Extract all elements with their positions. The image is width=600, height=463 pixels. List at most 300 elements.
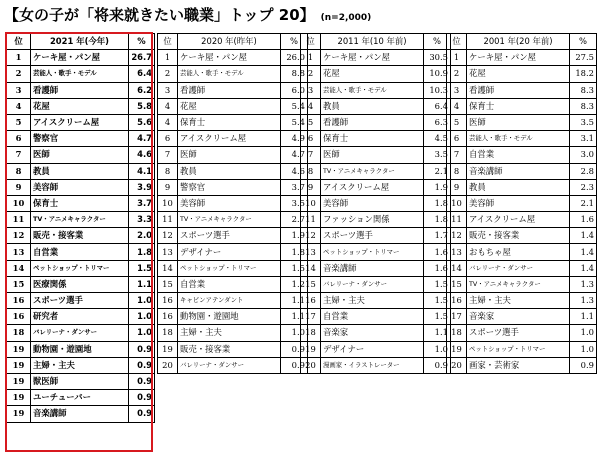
- table-row: [301, 114, 451, 130]
- rank-cell: 12: [158, 228, 178, 244]
- rank-cell: 19: [7, 373, 31, 389]
- year-header: 2011 年(10 年前): [321, 34, 424, 50]
- rank-header: 位: [158, 34, 178, 50]
- rank-cell: 2: [447, 66, 467, 82]
- rank-cell: 16: [7, 309, 31, 325]
- occupation-cell: 看護師: [178, 82, 281, 98]
- occupation-cell: 販売・接客業: [467, 228, 570, 244]
- table-row: [158, 341, 308, 357]
- table-row: [301, 244, 451, 260]
- percent-cell: 1.5: [424, 309, 451, 325]
- rank-cell: 8: [447, 163, 467, 179]
- table-row: [158, 66, 308, 82]
- rank-header: 位: [7, 34, 31, 50]
- table-row: [158, 163, 308, 179]
- table-row: [301, 163, 451, 179]
- occupation-cell: 看護師: [467, 82, 570, 98]
- table-row: [158, 82, 308, 98]
- percent-cell: 1.1: [424, 325, 451, 341]
- percent-cell: 1.0: [129, 309, 155, 325]
- rank-cell: 9: [158, 179, 178, 195]
- table-row: [301, 293, 451, 309]
- rank-cell: 9: [447, 179, 467, 195]
- table-row: [301, 357, 451, 373]
- percent-cell: 1.5: [424, 276, 451, 292]
- percent-cell: 1.9: [281, 228, 308, 244]
- occupation-cell: ペットショップ・トリマー: [467, 341, 570, 357]
- occupation-cell: 販売・接客業: [178, 341, 281, 357]
- table-row: [7, 163, 155, 179]
- percent-header: %: [570, 34, 597, 50]
- occupation-cell: 教員: [321, 98, 424, 114]
- rank-cell: 6: [7, 131, 31, 147]
- occupation-cell: ファッション関係: [321, 212, 424, 228]
- table-row: [7, 276, 155, 292]
- table-row: [158, 212, 308, 228]
- rank-cell: 3: [447, 82, 467, 98]
- occupation-cell: デザイナー: [178, 244, 281, 260]
- percent-cell: 0.9: [129, 373, 155, 389]
- occupation-cell: 教員: [467, 179, 570, 195]
- occupation-cell: 医師: [467, 114, 570, 130]
- rank-cell: 14: [447, 260, 467, 276]
- percent-cell: 0.9: [570, 357, 597, 373]
- occupation-cell: 研究者: [31, 309, 129, 325]
- percent-cell: 4.7: [281, 147, 308, 163]
- rank-cell: 11: [7, 212, 31, 228]
- occupation-cell: スポーツ選手: [321, 228, 424, 244]
- occupation-cell: 花屋: [321, 66, 424, 82]
- percent-cell: 2.1: [570, 195, 597, 211]
- rank-cell: 7: [7, 147, 31, 163]
- percent-cell: 3.1: [570, 131, 597, 147]
- occupation-cell: 芸能人・歌手・モデル: [178, 66, 281, 82]
- rank-cell: 8: [158, 163, 178, 179]
- occupation-cell: スポーツ選手: [467, 325, 570, 341]
- rank-cell: 10: [301, 195, 321, 211]
- rank-cell: 20: [158, 357, 178, 373]
- percent-cell: 26.7: [129, 50, 155, 66]
- table-row: [301, 276, 451, 292]
- table-row: [301, 98, 451, 114]
- percent-cell: 3.7: [281, 179, 308, 195]
- rank-cell: 12: [447, 228, 467, 244]
- occupation-cell: 芸能人・歌手・モデル: [31, 66, 129, 82]
- rank-cell: 14: [158, 260, 178, 276]
- occupation-cell: ケーキ屋・パン屋: [178, 50, 281, 66]
- table-row: [158, 325, 308, 341]
- table-row: [301, 131, 451, 147]
- percent-cell: 5.8: [129, 98, 155, 114]
- table-row: [158, 309, 308, 325]
- percent-cell: 1.6: [424, 260, 451, 276]
- occupation-cell: 教員: [178, 163, 281, 179]
- percent-cell: 6.4: [129, 66, 155, 82]
- occupation-cell: 自営業: [321, 309, 424, 325]
- table-row: [447, 357, 597, 373]
- occupation-cell: 音楽講師: [467, 163, 570, 179]
- table-row: [447, 50, 597, 66]
- rank-cell: 3: [158, 82, 178, 98]
- table-row: [301, 66, 451, 82]
- occupation-cell: 自営業: [178, 276, 281, 292]
- rank-cell: 14: [7, 260, 31, 276]
- occupation-cell: ペットショップ・トリマー: [31, 260, 129, 276]
- table-row: [447, 147, 597, 163]
- rank-cell: 11: [447, 212, 467, 228]
- table-row: [301, 195, 451, 211]
- rank-header: 位: [447, 34, 467, 50]
- rank-cell: 16: [447, 293, 467, 309]
- rank-cell: 9: [301, 179, 321, 195]
- table-row: [158, 293, 308, 309]
- occupation-cell: 美容師: [467, 195, 570, 211]
- rank-cell: 1: [447, 50, 467, 66]
- rank-cell: 15: [447, 276, 467, 292]
- occupation-cell: 芸能人・歌手・モデル: [321, 82, 424, 98]
- percent-cell: 4.7: [129, 131, 155, 147]
- occupation-cell: 警察官: [178, 179, 281, 195]
- rank-cell: 19: [7, 390, 31, 406]
- occupation-cell: 保育士: [31, 195, 129, 211]
- occupation-cell: デザイナー: [321, 341, 424, 357]
- rank-cell: 2: [301, 66, 321, 82]
- percent-cell: 1.0: [129, 293, 155, 309]
- occupation-cell: 画家・芸術家: [467, 357, 570, 373]
- table-row: [7, 341, 155, 357]
- table-row: [447, 325, 597, 341]
- table-row: [447, 276, 597, 292]
- table-2020: [157, 33, 308, 374]
- table-row: [447, 66, 597, 82]
- occupation-cell: 美容師: [31, 179, 129, 195]
- rank-cell: 1: [7, 50, 31, 66]
- percent-cell: 2.1: [424, 163, 451, 179]
- percent-cell: 1.5: [129, 260, 155, 276]
- percent-cell: 1.8: [281, 244, 308, 260]
- percent-cell: 10.3: [424, 82, 451, 98]
- table-row: [7, 114, 155, 130]
- table-row: [7, 179, 155, 195]
- occupation-cell: 医師: [321, 147, 424, 163]
- percent-cell: 1.1: [570, 309, 597, 325]
- occupation-cell: 保育士: [178, 114, 281, 130]
- rank-cell: 20: [301, 357, 321, 373]
- year-header: 2001 年(20 年前): [467, 34, 570, 50]
- occupation-cell: 主婦・主夫: [467, 293, 570, 309]
- occupation-cell: 動物園・遊園地: [31, 341, 129, 357]
- rank-cell: 1: [158, 50, 178, 66]
- rank-cell: 9: [7, 179, 31, 195]
- percent-cell: 8.3: [570, 82, 597, 98]
- header-row: [158, 34, 308, 50]
- occupation-cell: 主婦・主夫: [178, 325, 281, 341]
- percent-cell: 1.4: [570, 260, 597, 276]
- table-row: [447, 131, 597, 147]
- occupation-cell: TV・アニメキャラクター: [31, 212, 129, 228]
- percent-cell: 1.0: [570, 341, 597, 357]
- occupation-cell: アイスクリーム屋: [31, 114, 129, 130]
- table-row: [447, 293, 597, 309]
- table-row: [447, 195, 597, 211]
- percent-cell: 2.8: [570, 163, 597, 179]
- rank-cell: 4: [7, 98, 31, 114]
- title-text: 【女の子が「将来就きたい職業」トップ 20】: [4, 6, 315, 24]
- occupation-cell: 美容師: [321, 195, 424, 211]
- percent-cell: 5.4: [281, 114, 308, 130]
- occupation-cell: 医療関係: [31, 276, 129, 292]
- occupation-cell: ケーキ屋・パン屋: [321, 50, 424, 66]
- table-row: [7, 260, 155, 276]
- percent-cell: 2.0: [129, 228, 155, 244]
- rank-cell: 18: [301, 325, 321, 341]
- percent-cell: 27.5: [570, 50, 597, 66]
- rank-cell: 19: [7, 341, 31, 357]
- rank-cell: 16: [301, 293, 321, 309]
- table-row: [447, 82, 597, 98]
- table-row: [301, 147, 451, 163]
- year-header: 2021 年(今年): [31, 34, 129, 50]
- occupation-cell: 音楽講師: [31, 406, 129, 422]
- occupation-cell: 獣医師: [31, 373, 129, 389]
- table-row: [7, 50, 155, 66]
- occupation-cell: 教員: [31, 163, 129, 179]
- rank-cell: 12: [7, 228, 31, 244]
- percent-cell: 1.8: [424, 195, 451, 211]
- header-row: [301, 34, 451, 50]
- rank-cell: 3: [301, 82, 321, 98]
- occupation-cell: ペットショップ・トリマー: [321, 244, 424, 260]
- percent-cell: 1.2: [281, 276, 308, 292]
- rank-cell: 6: [301, 131, 321, 147]
- table-row: [158, 147, 308, 163]
- table-row: [7, 195, 155, 211]
- occupation-cell: TV・アニメキャラクター: [178, 212, 281, 228]
- percent-cell: 1.0: [570, 325, 597, 341]
- percent-cell: 3.7: [129, 195, 155, 211]
- occupation-cell: 花屋: [178, 98, 281, 114]
- percent-cell: 1.9: [424, 179, 451, 195]
- rank-cell: 6: [158, 131, 178, 147]
- table-row: [7, 66, 155, 82]
- occupation-cell: 保育士: [321, 131, 424, 147]
- occupation-cell: TV・アニメキャラクター: [321, 163, 424, 179]
- rank-cell: 17: [447, 309, 467, 325]
- percent-cell: 6.2: [129, 82, 155, 98]
- rank-cell: 20: [447, 357, 467, 373]
- rank-cell: 17: [301, 309, 321, 325]
- table-row: [7, 293, 155, 309]
- table-row: [447, 98, 597, 114]
- table-row: [447, 341, 597, 357]
- occupation-cell: バレリーナ・ダンサー: [467, 260, 570, 276]
- table-row: [301, 309, 451, 325]
- table-row: [7, 373, 155, 389]
- header-row: [447, 34, 597, 50]
- table-row: [7, 212, 155, 228]
- table-row: [158, 195, 308, 211]
- rank-cell: 16: [7, 293, 31, 309]
- sample-size: (n=2,000): [320, 13, 372, 23]
- rank-cell: 6: [447, 131, 467, 147]
- rank-cell: 12: [301, 228, 321, 244]
- rank-cell: 3: [7, 82, 31, 98]
- table-row: [301, 228, 451, 244]
- percent-cell: 1.5: [281, 260, 308, 276]
- table-row: [301, 341, 451, 357]
- table-row: [447, 114, 597, 130]
- percent-cell: 1.0: [281, 325, 308, 341]
- percent-cell: 3.5: [570, 114, 597, 130]
- rank-cell: 10: [158, 195, 178, 211]
- occupation-cell: バレリーナ・ダンサー: [31, 325, 129, 341]
- table-row: [158, 131, 308, 147]
- occupation-cell: ユーチューバー: [31, 390, 129, 406]
- percent-cell: 1.8: [424, 212, 451, 228]
- occupation-cell: 漫画家・イラストレーター: [321, 357, 424, 373]
- rank-cell: 1: [301, 50, 321, 66]
- percent-cell: 8.8: [281, 66, 308, 82]
- rank-cell: 4: [301, 98, 321, 114]
- table-row: [301, 50, 451, 66]
- occupation-cell: 動物園・遊園地: [178, 309, 281, 325]
- table-row: [447, 309, 597, 325]
- table-row: [7, 131, 155, 147]
- rank-cell: 8: [7, 163, 31, 179]
- table-row: [158, 276, 308, 292]
- percent-cell: 4.5: [424, 131, 451, 147]
- table-row: [301, 82, 451, 98]
- percent-header: %: [424, 34, 451, 50]
- percent-cell: 1.0: [129, 325, 155, 341]
- percent-cell: 1.7: [424, 228, 451, 244]
- percent-cell: 1.3: [570, 293, 597, 309]
- percent-cell: 26.0: [281, 50, 308, 66]
- rank-cell: 13: [158, 244, 178, 260]
- table-2021: [6, 33, 155, 423]
- rank-cell: 18: [158, 325, 178, 341]
- rank-cell: 10: [7, 195, 31, 211]
- rank-cell: 7: [158, 147, 178, 163]
- rank-cell: 19: [301, 341, 321, 357]
- percent-cell: 5.6: [129, 114, 155, 130]
- percent-cell: 3.5: [424, 147, 451, 163]
- occupation-cell: 自営業: [31, 244, 129, 260]
- percent-cell: 0.9: [129, 406, 155, 422]
- rank-cell: 15: [301, 276, 321, 292]
- rank-cell: 14: [301, 260, 321, 276]
- percent-cell: 3.3: [129, 212, 155, 228]
- rank-cell: 19: [7, 406, 31, 422]
- rank-cell: 10: [447, 195, 467, 211]
- table-row: [158, 50, 308, 66]
- occupation-cell: アイスクリーム屋: [321, 179, 424, 195]
- rank-cell: 13: [301, 244, 321, 260]
- percent-cell: 0.9: [281, 341, 308, 357]
- table-row: [7, 244, 155, 260]
- occupation-cell: バレリーナ・ダンサー: [321, 276, 424, 292]
- rank-cell: 5: [7, 114, 31, 130]
- table-row: [301, 260, 451, 276]
- occupation-cell: スポーツ選手: [178, 228, 281, 244]
- percent-cell: 1.6: [424, 244, 451, 260]
- percent-cell: 3.9: [129, 179, 155, 195]
- table-row: [301, 325, 451, 341]
- table-row: [158, 114, 308, 130]
- percent-header: %: [129, 34, 155, 50]
- percent-cell: 1.3: [570, 276, 597, 292]
- rank-cell: 5: [301, 114, 321, 130]
- table-row: [7, 228, 155, 244]
- percent-cell: 0.9: [129, 390, 155, 406]
- percent-cell: 18.2: [570, 66, 597, 82]
- table-row: [7, 357, 155, 373]
- percent-header: %: [281, 34, 308, 50]
- table-row: [158, 260, 308, 276]
- occupation-cell: 看護師: [321, 114, 424, 130]
- table-row: [158, 357, 308, 373]
- occupation-cell: TV・アニメキャラクター: [467, 276, 570, 292]
- rank-cell: 16: [158, 309, 178, 325]
- occupation-cell: 音楽講師: [321, 260, 424, 276]
- rank-cell: 2: [158, 66, 178, 82]
- rank-cell: 4: [447, 98, 467, 114]
- occupation-cell: 医師: [178, 147, 281, 163]
- occupation-cell: ケーキ屋・パン屋: [467, 50, 570, 66]
- table-row: [7, 309, 155, 325]
- percent-cell: 5.4: [281, 98, 308, 114]
- table-row: [158, 98, 308, 114]
- table-row: [447, 260, 597, 276]
- rank-cell: 7: [447, 147, 467, 163]
- rank-cell: 13: [7, 244, 31, 260]
- occupation-cell: 警察官: [31, 131, 129, 147]
- percent-cell: 1.0: [424, 341, 451, 357]
- occupation-cell: 自営業: [467, 147, 570, 163]
- percent-cell: 0.9: [424, 357, 451, 373]
- percent-cell: 1.1: [281, 293, 308, 309]
- percent-cell: 1.1: [281, 309, 308, 325]
- percent-cell: 30.5: [424, 50, 451, 66]
- rank-cell: 11: [301, 212, 321, 228]
- occupation-cell: 医師: [31, 147, 129, 163]
- table-row: [301, 212, 451, 228]
- rank-cell: 13: [447, 244, 467, 260]
- percent-cell: 2.7: [281, 212, 308, 228]
- rank-cell: 2: [7, 66, 31, 82]
- table-2001: [446, 33, 597, 374]
- percent-cell: 1.8: [129, 244, 155, 260]
- occupation-cell: おもちゃ屋: [467, 244, 570, 260]
- rank-cell: 4: [158, 114, 178, 130]
- table-row: [301, 179, 451, 195]
- occupation-cell: 主婦・主夫: [321, 293, 424, 309]
- rank-cell: 11: [158, 212, 178, 228]
- occupation-cell: 音楽家: [467, 309, 570, 325]
- percent-cell: 0.9: [129, 341, 155, 357]
- occupation-cell: 芸能人・歌手・モデル: [467, 131, 570, 147]
- table-row: [7, 406, 155, 422]
- table-row: [7, 98, 155, 114]
- rank-cell: 19: [158, 341, 178, 357]
- year-header: 2020 年(昨年): [178, 34, 281, 50]
- rank-cell: 8: [301, 163, 321, 179]
- occupation-cell: アイスクリーム屋: [467, 212, 570, 228]
- percent-cell: 3.0: [570, 147, 597, 163]
- page-title: [4, 4, 371, 26]
- occupation-cell: 販売・接客業: [31, 228, 129, 244]
- percent-cell: 4.6: [129, 147, 155, 163]
